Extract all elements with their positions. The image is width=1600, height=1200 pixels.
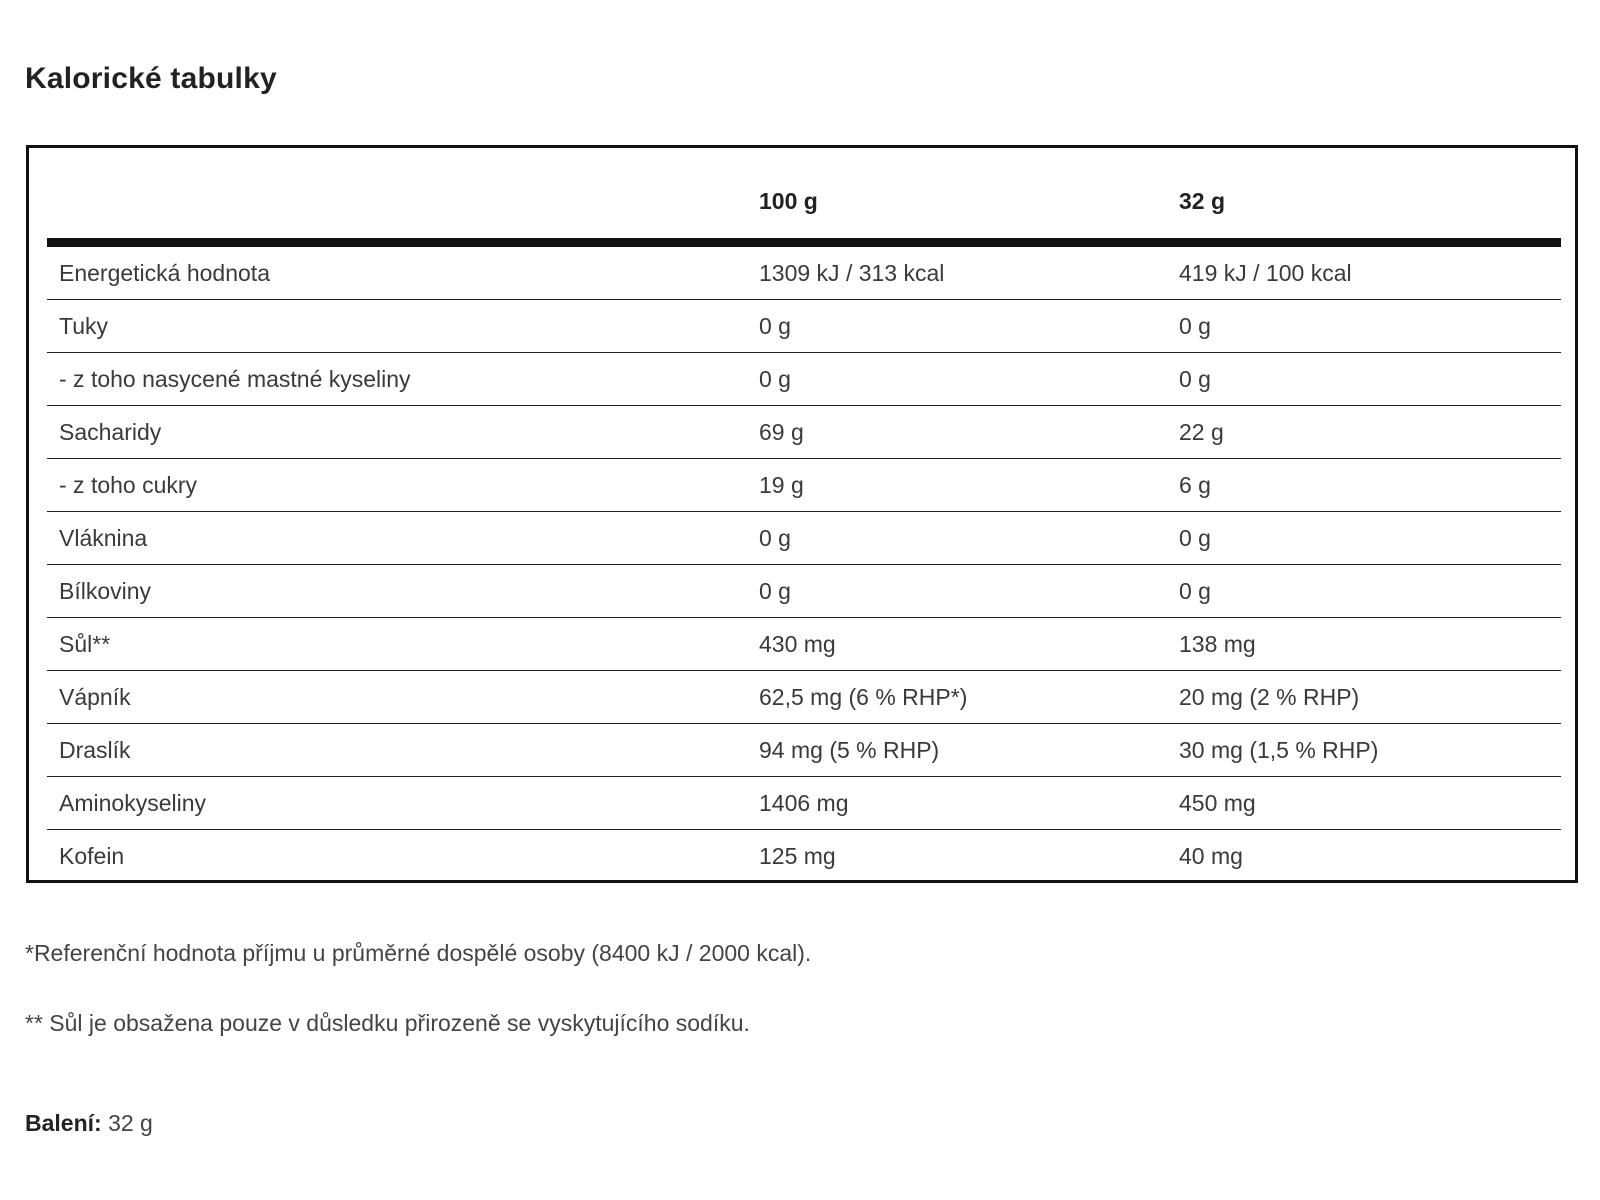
table-row — [47, 565, 1561, 618]
value-per-100g: 62,5 mg (6 % RHP*) — [747, 671, 1167, 724]
table-row — [47, 459, 1561, 512]
value-per-32g: 20 mg (2 % RHP) — [1167, 671, 1561, 724]
value-per-100g: 69 g — [747, 406, 1167, 459]
table-row — [47, 724, 1561, 777]
table-row — [47, 406, 1561, 459]
nutrient-name: Sacharidy — [47, 406, 747, 459]
value-per-32g: 0 g — [1167, 565, 1561, 618]
nutrient-name: Tuky — [47, 300, 747, 353]
value-per-32g: 22 g — [1167, 406, 1561, 459]
table-row — [47, 830, 1561, 883]
header-per-100g: 100 g — [747, 148, 1167, 243]
value-per-32g: 138 mg — [1167, 618, 1561, 671]
table-row — [47, 618, 1561, 671]
value-per-32g: 419 kJ / 100 kcal — [1167, 243, 1561, 300]
value-per-100g: 0 g — [747, 353, 1167, 406]
nutrient-name: - z toho cukry — [47, 459, 747, 512]
nutrient-name: Kofein — [59, 842, 125, 869]
nutrient-name: Bílkoviny — [47, 565, 747, 618]
nutrition-table-frame — [26, 145, 1578, 883]
nutrient-name: - z toho nasycené mastné kyseliny — [47, 353, 747, 406]
table-row — [47, 777, 1561, 830]
footnote-reference-intake: *Referenční hodnota příjmu u průměrné dospělé osoby (8400 kJ / 2000 kcal). — [25, 940, 812, 966]
table-row — [47, 512, 1561, 565]
nutrient-name: Aminokyseliny — [47, 777, 747, 830]
value-per-100g: 125 mg — [759, 842, 836, 869]
value-per-100g: 19 g — [747, 459, 1167, 512]
header-nutrient — [47, 148, 747, 243]
nutrient-name: Vláknina — [47, 512, 747, 565]
footnote-salt: ** Sůl je obsažena pouze v důsledku přirozeně se vyskytujícího sodíku. — [25, 1010, 750, 1036]
table-row — [47, 671, 1561, 724]
header-per-32g: 32 g — [1167, 148, 1561, 243]
nutrient-name: Energetická hodnota — [47, 243, 747, 300]
table-row — [47, 300, 1561, 353]
packaging-label: Balení: — [25, 1110, 102, 1136]
value-per-100g: 94 mg (5 % RHP) — [747, 724, 1167, 777]
value-per-100g: 0 g — [747, 565, 1167, 618]
value-per-32g: 6 g — [1167, 459, 1561, 512]
packaging-value: 32 g — [101, 1110, 153, 1136]
value-per-32g: 0 g — [1167, 300, 1561, 353]
nutrition-table — [47, 148, 1561, 882]
value-per-32g: 0 g — [1167, 512, 1561, 565]
value-per-100g: 1406 mg — [747, 777, 1167, 830]
nutrient-name: Sůl** — [47, 618, 747, 671]
nutrient-name: Draslík — [47, 724, 747, 777]
page-title: Kalorické tabulky — [25, 62, 277, 95]
value-per-32g: 40 mg — [1179, 842, 1243, 869]
value-per-32g: 30 mg (1,5 % RHP) — [1167, 724, 1561, 777]
nutrient-name: Vápník — [47, 671, 747, 724]
packaging-info — [25, 1110, 153, 1137]
table-header-row — [47, 148, 1561, 243]
table-row — [47, 353, 1561, 406]
value-per-100g: 1309 kJ / 313 kcal — [747, 243, 1167, 300]
value-per-100g: 0 g — [747, 512, 1167, 565]
value-per-100g: 0 g — [747, 300, 1167, 353]
value-per-32g: 450 mg — [1167, 777, 1561, 830]
table-row — [47, 243, 1561, 300]
value-per-100g: 430 mg — [747, 618, 1167, 671]
value-per-32g: 0 g — [1167, 353, 1561, 406]
